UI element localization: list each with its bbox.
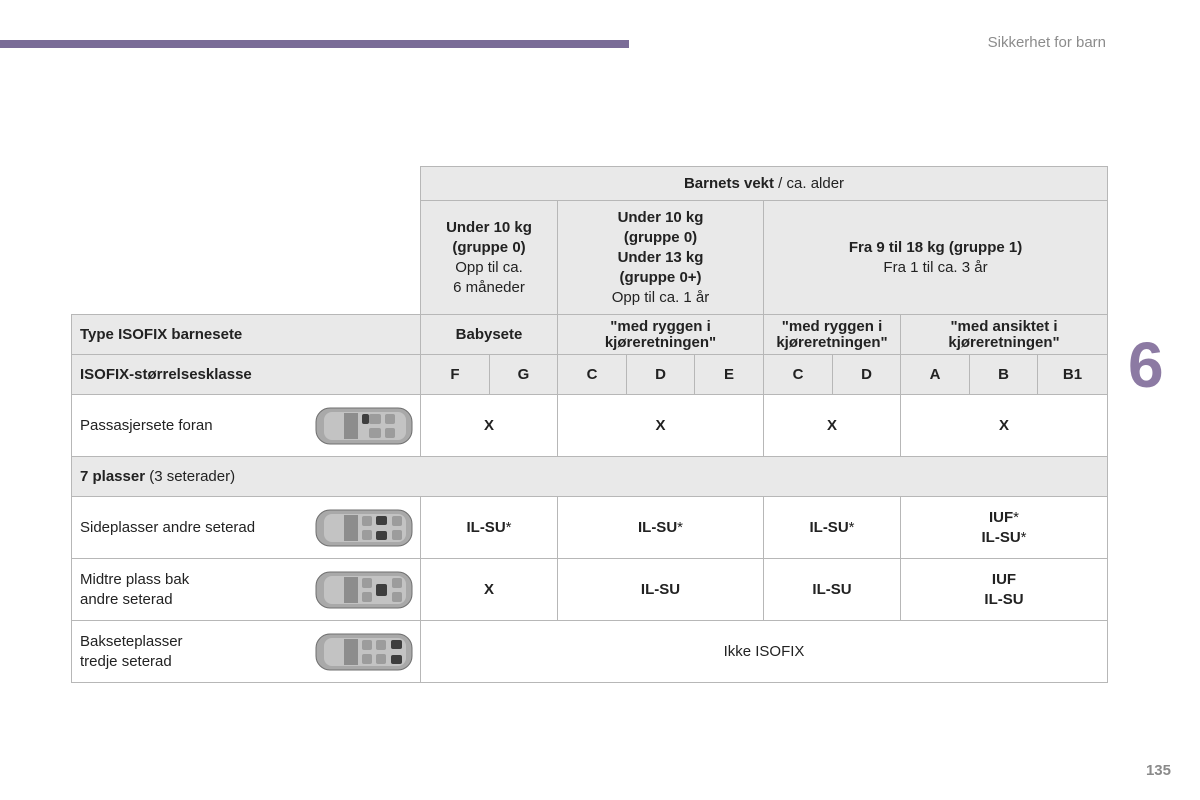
size-class-cell: D — [627, 355, 695, 395]
second-middle-label: Midtre plass bak andre seterad — [80, 570, 190, 608]
isofix-table — [71, 166, 1108, 683]
car-second-row-side-icon — [314, 505, 414, 551]
chapter-number: 6 — [1128, 329, 1164, 401]
third-row-label-cell — [72, 621, 421, 683]
front-value-4: X — [901, 395, 1108, 457]
second-middle-value-2: IL-SU — [558, 559, 764, 621]
car-front-seat-icon — [314, 403, 414, 449]
seven-seats-row — [72, 457, 1108, 497]
second-middle-value-3: IL-SU — [764, 559, 901, 621]
front-value-1: X — [421, 395, 558, 457]
group-under-13kg: Under 10 kg (gruppe 0) Under 13 kg (gruppe 0+) Opp til ca. 1 år — [558, 201, 764, 315]
third-row-label: Bakseteplasser tredje seterad — [80, 632, 183, 670]
second-row-side-row — [72, 497, 1108, 559]
size-class-cell: F — [421, 355, 490, 395]
page-number: 135 — [1145, 762, 1171, 779]
seat-type-label: Type ISOFIX barnesete — [72, 315, 421, 355]
group-9-to-18kg: Fra 9 til 18 kg (gruppe 1) Fra 1 til ca. 3 år — [764, 201, 1108, 315]
group-under-10kg: Under 10 kg (gruppe 0) Opp til ca. 6 måneder — [421, 201, 558, 315]
weight-header: Barnets vekt / ca. alder — [421, 167, 1108, 201]
size-class-cell: A — [901, 355, 970, 395]
size-class-cell: C — [764, 355, 833, 395]
type-forward-facing: "med ansiktet i kjøreretningen" — [901, 315, 1108, 355]
size-class-cell: B — [970, 355, 1038, 395]
section-title: Sikkerhet for barn — [987, 34, 1106, 51]
front-passenger-row — [72, 395, 1108, 457]
header-accent-bar — [0, 40, 629, 48]
size-class-cell: D — [833, 355, 901, 395]
third-row-value: Ikke ISOFIX — [421, 621, 1108, 683]
second-middle-value-1: X — [421, 559, 558, 621]
front-value-3: X — [764, 395, 901, 457]
size-class-cell: E — [695, 355, 764, 395]
type-rear-facing-1: "med ryggen i kjøreretningen" — [558, 315, 764, 355]
car-third-row-icon — [314, 629, 414, 675]
third-row-row — [72, 621, 1108, 683]
second-side-value-1: IL-SU* — [421, 497, 558, 559]
size-class-cell: C — [558, 355, 627, 395]
size-class-cell: B1 — [1038, 355, 1108, 395]
second-row-middle-row — [72, 559, 1108, 621]
second-side-value-2: IL-SU* — [558, 497, 764, 559]
front-passenger-label-cell — [72, 395, 421, 457]
seven-seats-label: 7 plasser (3 seterader) — [72, 457, 1108, 497]
size-class-row — [72, 355, 1108, 395]
size-class-cell: G — [490, 355, 558, 395]
car-second-row-middle-icon — [314, 567, 414, 613]
second-middle-label-cell — [72, 559, 421, 621]
type-babysete: Babysete — [421, 315, 558, 355]
second-side-value-4: IUF* IL-SU* — [901, 497, 1108, 559]
type-rear-facing-2: "med ryggen i kjøreretningen" — [764, 315, 901, 355]
front-passenger-label: Passasjersete foran — [80, 416, 213, 434]
second-side-value-3: IL-SU* — [764, 497, 901, 559]
second-middle-value-4: IUF IL-SU — [901, 559, 1108, 621]
weight-header-row — [72, 167, 1108, 201]
size-class-label: ISOFIX-størrelsesklasse — [72, 355, 421, 395]
front-value-2: X — [558, 395, 764, 457]
seat-type-row — [72, 315, 1108, 355]
empty-corner — [72, 167, 421, 315]
second-side-label-cell — [72, 497, 421, 559]
second-side-label: Sideplasser andre seterad — [80, 518, 256, 536]
